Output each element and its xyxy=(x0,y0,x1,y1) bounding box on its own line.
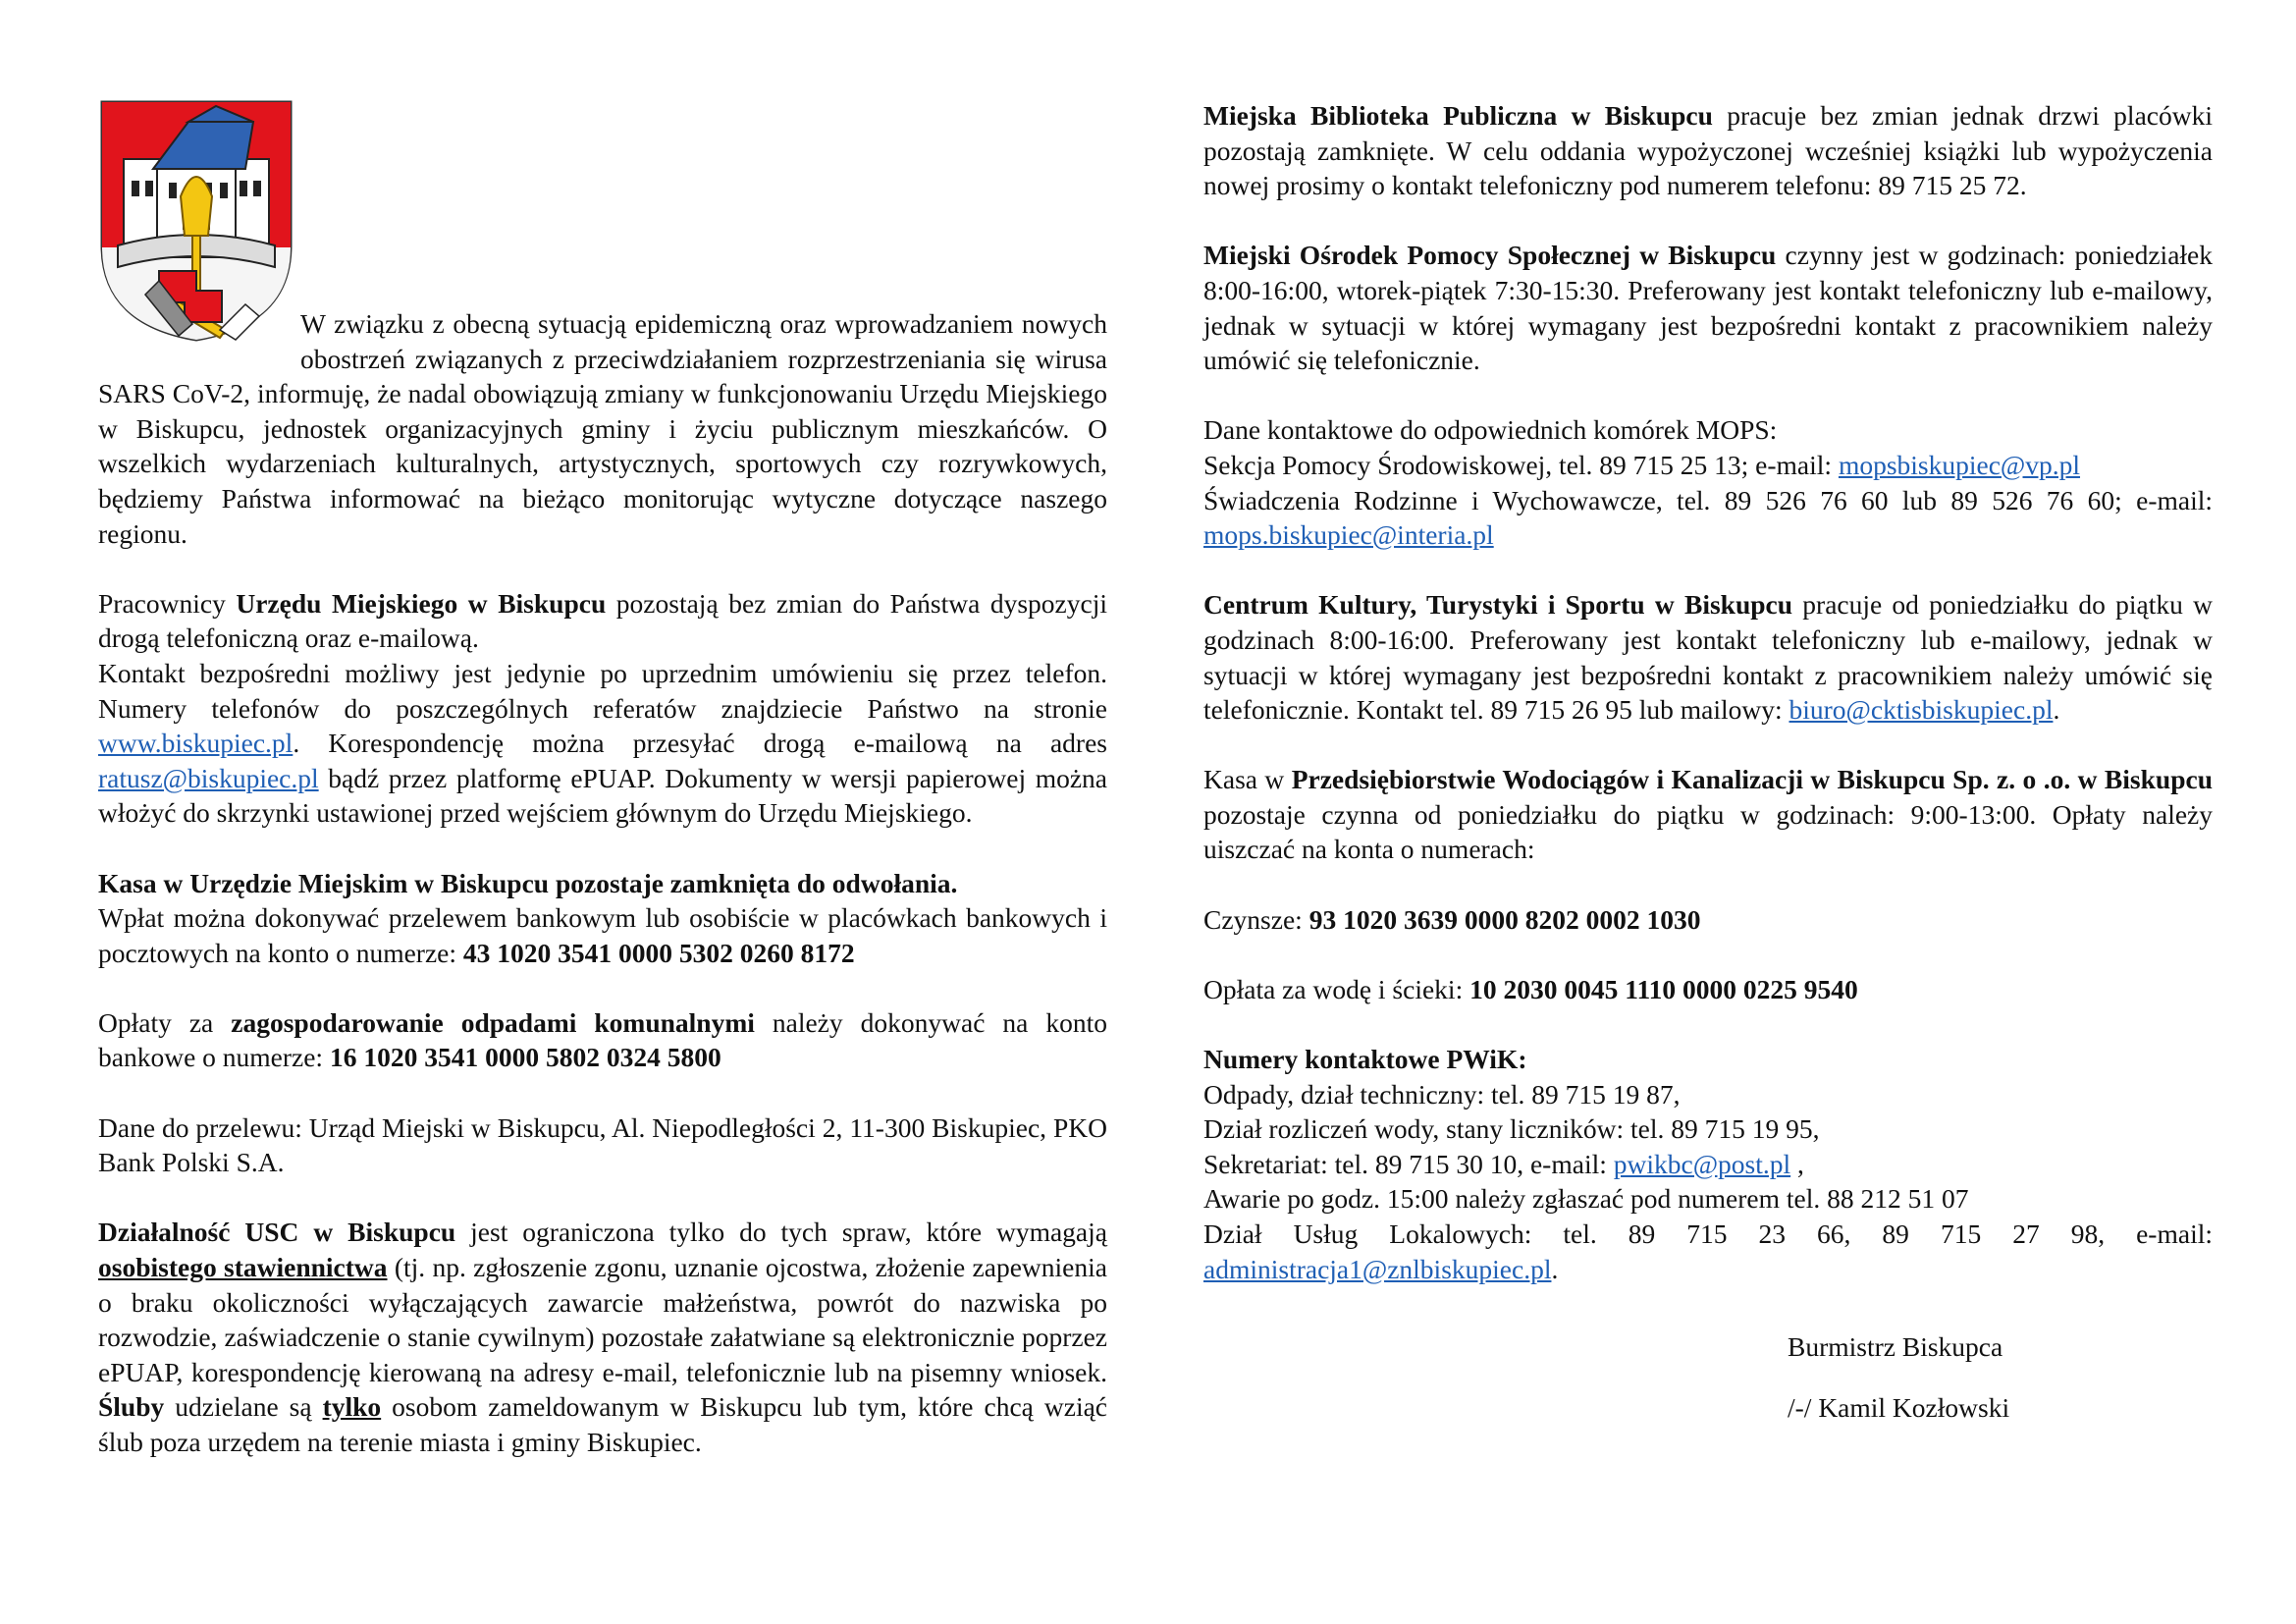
ck-email-link[interactable]: biuro@cktisbiskupiec.pl xyxy=(1789,694,2054,726)
ratusz-email-link[interactable]: ratusz@biskupiec.pl xyxy=(98,762,319,793)
czynsze-account-number: 93 1020 3639 0000 8202 0002 1030 xyxy=(1308,903,1701,935)
pwik-paragraph: Kasa w Przedsiębiorstwie Wodociągów i Kanalizacji w Biskupcu Sp. z. o .o. w Biskupcu pozostaje czynna od poniedziałku do piątku w godzinach: 9:00-13:00. Opłaty należy uiszczać na konta o numerach: xyxy=(1203,764,2213,865)
woda-line: Opłata za wodę i ścieki: 10 2030 0045 1110 0000 0225 9540 xyxy=(1203,973,1858,1004)
usc-paragraph: Działalność USC w Biskupcu jest ograniczona tylko do tych spraw, które wymagają osobistego stawiennictwa (tj. np. zgłoszenie zgonu, uznanie ojcostwa, złożenie zapewnienia o braku okoliczności wyłączających zawarcie małżeństwa, powrót do nazwiska po rozwodzie, zaświadczenie o stanie cywilnym) pozostałe załatwiane są elektronicznie poprzez ePUAP, korespondencję kierowaną na adresy e-mail, telefonicznie lub na pisemny wniosek. Śluby udzielane są tylko osobom zameldowanym w Biskupcu lub tym, które chcą wziąć ślub poza urzędem na terenie miasta i gminy Biskupiec. xyxy=(98,1217,1107,1457)
urzad-paragraph: Pracownicy Urzędu Miejskiego w Biskupcu pozostają bez zmian do Państwa dyspozycji drogą telefoniczną oraz e-mailową. xyxy=(98,587,1107,654)
signature-title: Burmistrz Biskupca xyxy=(1788,1331,2003,1363)
urzad-contact-paragraph: Kontakt bezpośredni możliwy jest jedynie po uprzednim umówieniu się przez telefon. Numery telefonów do poszczególnych referatów znajdziecie Państwo na stronie www.biskupiec.pl. Korespondencję można przesyłać drogą e-mailową na adres ratusz@biskupiec.pl bądź przez platformę ePUAP. Dokumenty w wersji papierowej można włożyć do skrzynki ustawionej przed wejściem głównym do Urzędu Miejskiego. xyxy=(98,657,1107,829)
right-column xyxy=(1203,98,2213,1425)
ck-paragraph: Centrum Kultury, Turystyki i Sportu w Biskupcu pracuje od poniedziałku do piątku w godzinach 8:00-16:00. Preferowany jest kontakt telefoniczny lub e-mailowy, jednak w sytuacji w której wymagany jest bezpośredni kontakt z pracownikiem należy umówić się telefonicznie. Kontakt tel. 89 715 26 95 lub mailowy: biuro@cktisbiskupiec.pl. xyxy=(1203,589,2213,726)
signature-name: /-/ Kamil Kozłowski xyxy=(1788,1391,2010,1423)
intro-paragraph: W związku z obecną sytuacją epidemiczną oraz wprowadzaniem nowych obostrzeń związanych z przeciwdziałaniem rozprzestrzeniania się wirusa SARS CoV-2, informuję, że nadal obowiązują zmiany w funkcjonowaniu Urzędu Miejskiego w Biskupcu, jednostek organizacyjnych gminy i życiu publicznym mieszkańców. O wszelkich wydarzeniach kulturalnych, artystycznych, sportowych czy rozrywkowych, będziemy Państwa informować na bieżąco monitorując wytyczne dotyczące naszego regionu. xyxy=(98,308,1107,549)
odpady-paragraph: Opłaty za zagospodarowanie odpadami komunalnymi należy dokonywać na konto bankowe o numerze: 16 1020 3541 0000 5802 0324 5800 xyxy=(98,1006,1107,1073)
pwik-email-link[interactable]: pwikbc@post.pl xyxy=(1613,1148,1791,1179)
biskupiec-coat-of-arms-icon xyxy=(98,98,294,342)
pwik-contacts: Numery kontaktowe PWiK: Odpady, dział techniczny: tel. 89 715 19 87, Dział rozliczeń wody, stany liczników: tel. 89 715 19 95, Sekretariat: tel. 89 715 30 10, e-mail: pwikbc@post.pl , Awarie po godz. 15:00 należy zgłaszać pod numerem tel. 88 212 51 07 Dział Usług Lokalowych: tel. 89 715 23 66, 89 715 27 98, e-mail: administracja1@znlbiskupiec.pl. xyxy=(1203,1044,2213,1284)
mops-vp-email-link[interactable]: mopsbiskupiec@vp.pl xyxy=(1838,449,2081,480)
signature-block xyxy=(1788,1329,2213,1425)
czynsze-line: Czynsze: 93 1020 3639 0000 8202 0002 1030 xyxy=(1203,903,1701,935)
mops-interia-email-link[interactable]: mops.biskupiec@interia.pl xyxy=(1203,519,1494,551)
biblioteka-paragraph: Miejska Biblioteka Publiczna w Biskupcu pracuje bez zmian jednak drzwi placówki pozostają zamknięte. W celu oddania wypożyczonej wcześniej książki lub wypożyczenia nowej prosimy o kontakt telefoniczny pod numerem telefonu: 89 715 25 72. xyxy=(1203,100,2213,201)
woda-account-number: 10 2030 0045 1110 0000 0225 9540 xyxy=(1469,973,1858,1004)
przelew-paragraph: Dane do przelewu: Urząd Miejski w Biskupcu, Al. Niepodległości 2, 11-300 Biskupiec, PKO Bank Polski S.A. xyxy=(98,1111,1107,1178)
kasa-paragraph: Wpłat można dokonywać przelewem bankowym lub osobiście w placówkach bankowych i pocztowych na konto o numerze: 43 1020 3541 0000 5302 0260 8172 xyxy=(98,902,1107,968)
mops-paragraph: Miejski Ośrodek Pomocy Społecznej w Biskupcu czynny jest w godzinach: poniedziałek 8:00-16:00, wtorek-piątek 7:30-15:30. Preferowany jest kontakt telefoniczny lub e-mailowy, jednak w sytuacji w której wymagany jest bezpośredni kontakt z pracownikiem należy umówić się telefonicznie. xyxy=(1203,240,2213,376)
odpady-account-number: 16 1020 3541 0000 5802 0324 5800 xyxy=(329,1042,721,1073)
left-column xyxy=(98,98,1107,1460)
mops-contacts: Dane kontaktowe do odpowiednich komórek MOPS: Sekcja Pomocy Środowiskowej, tel. 89 715 25 13; e-mail: mopsbiskupiec@vp.pl Świadczenia Rodzinne i Wychowawcze, tel. 89 526 76 60 lub 89 526 76 60; e-mail: mops.biskupiec@interia.pl xyxy=(1203,414,2213,551)
znl-email-link[interactable]: administracja1@znlbiskupiec.pl xyxy=(1203,1253,1552,1284)
kasa-heading: Kasa w Urzędzie Miejskim w Biskupcu pozostaje zamknięta do odwołania. xyxy=(98,867,958,898)
website-link[interactable]: www.biskupiec.pl xyxy=(98,728,294,759)
kasa-account-number: 43 1020 3541 0000 5302 0260 8172 xyxy=(462,937,855,968)
